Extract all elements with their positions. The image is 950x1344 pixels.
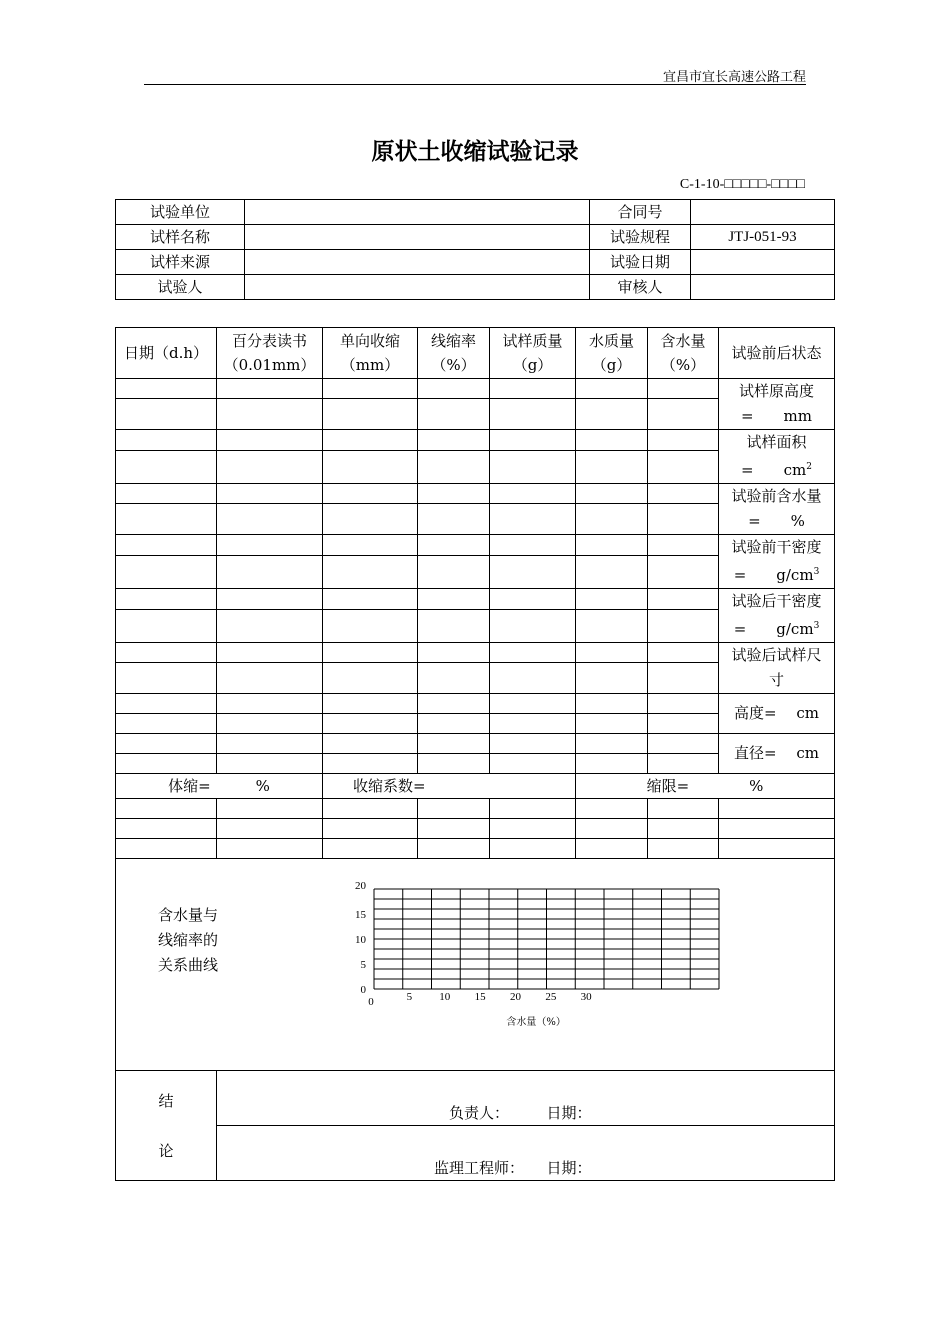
x-tick-label: 10 bbox=[439, 991, 451, 1003]
state-height bbox=[719, 379, 835, 430]
x-tick-label: 30 bbox=[580, 991, 592, 1003]
source-label: 试样来源 bbox=[116, 250, 245, 275]
state-height-after: 高度= cm bbox=[719, 694, 835, 734]
state-diameter: 直径= cm bbox=[719, 734, 835, 774]
responsible-sign: 负责人： 日期： bbox=[449, 1104, 592, 1122]
x-tick-label: 25 bbox=[545, 991, 557, 1003]
y-tick-label: 10 bbox=[355, 934, 366, 946]
state-moist bbox=[719, 484, 835, 535]
state-dry-after-sup: 3 bbox=[813, 621, 820, 631]
y-tick-label: 0 bbox=[360, 984, 366, 996]
form-code: C-1-10-□□□□□-□□□□ bbox=[679, 177, 805, 192]
date-label: 试验日期 bbox=[590, 250, 691, 275]
col-dial-2: （0.01mm） bbox=[223, 356, 316, 374]
form-title: 原状土收缩试验记录 bbox=[371, 138, 579, 165]
state-size-title: 试验后试样尺寸 bbox=[719, 643, 835, 694]
table-row bbox=[116, 643, 835, 663]
chart-row bbox=[116, 859, 835, 1071]
state-dry-before-1: 试验前干密度 bbox=[731, 538, 822, 556]
x-tick-label: 0 bbox=[368, 996, 374, 1008]
x-tick-label: 5 bbox=[406, 991, 413, 1003]
col-moist-1: 含水量 bbox=[660, 332, 706, 350]
tester-label: 试验人 bbox=[116, 275, 245, 300]
col-water bbox=[576, 328, 648, 379]
column-header-row bbox=[116, 328, 835, 379]
state-area-1: 试样面积 bbox=[746, 433, 807, 451]
table-row bbox=[116, 430, 835, 451]
sample-name-field[interactable] bbox=[245, 225, 590, 250]
col-dial-1: 百分表读书 bbox=[231, 332, 307, 350]
info-table bbox=[115, 199, 835, 300]
contract-field[interactable] bbox=[691, 200, 835, 225]
table-row bbox=[116, 484, 835, 504]
standard-value: JTJ-051-93 bbox=[691, 225, 835, 250]
col-moist-2: （%） bbox=[660, 356, 706, 374]
col-mass-1: 试样质量 bbox=[502, 332, 563, 350]
tester-field[interactable] bbox=[245, 275, 590, 300]
state-area-sup: 2 bbox=[806, 462, 812, 472]
table-row bbox=[116, 799, 835, 819]
volume-shrink: 体缩= % bbox=[116, 774, 323, 799]
x-tick-label: 20 bbox=[509, 991, 521, 1003]
col-dial bbox=[217, 328, 323, 379]
conclusion-label-2: 论 bbox=[158, 1141, 174, 1160]
contract-label: 合同号 bbox=[590, 200, 691, 225]
supervisor-sign: 监理工程师： 日期： bbox=[434, 1159, 592, 1177]
table-row bbox=[116, 839, 835, 859]
col-shrink bbox=[323, 328, 418, 379]
col-linear-2: （%） bbox=[431, 356, 476, 374]
unit-field[interactable] bbox=[245, 200, 590, 225]
col-shrink-2: （mm） bbox=[340, 356, 400, 374]
reviewer-label: 审核人 bbox=[590, 275, 691, 300]
col-linear-1: 线缩率 bbox=[430, 332, 476, 350]
table-row bbox=[116, 535, 835, 556]
col-linear bbox=[418, 328, 490, 379]
y-tick-label: 15 bbox=[355, 909, 366, 921]
conclusion-field[interactable] bbox=[217, 1071, 835, 1126]
conclusion-label-1: 结 bbox=[158, 1091, 174, 1110]
state-dry-after bbox=[719, 589, 835, 643]
conclusion-label bbox=[116, 1071, 217, 1181]
state-dry-after-1: 试验后干密度 bbox=[731, 592, 822, 610]
table-row bbox=[116, 694, 835, 714]
table-row bbox=[116, 589, 835, 610]
chart-cell bbox=[116, 859, 835, 1071]
col-shrink-1: 单向收缩 bbox=[339, 332, 400, 350]
standard-label: 试验规程 bbox=[590, 225, 691, 250]
state-dry-before-sup: 3 bbox=[813, 567, 820, 577]
col-water-1: 水质量 bbox=[588, 332, 634, 350]
summary-row bbox=[116, 774, 835, 799]
state-area-2: = cm bbox=[741, 461, 807, 479]
supervisor-field[interactable] bbox=[217, 1126, 835, 1181]
state-dry-before-2: = g/cm bbox=[733, 566, 814, 584]
moisture-shrinkage-chart bbox=[336, 877, 756, 1057]
table-row bbox=[116, 379, 835, 399]
col-mass-2: （g） bbox=[512, 356, 553, 374]
main-table bbox=[115, 327, 835, 1181]
state-moist-1: 试验前含水量 bbox=[731, 487, 822, 505]
conclusion-row-1 bbox=[116, 1071, 835, 1126]
y-tick-label: 5 bbox=[360, 959, 366, 971]
state-moist-2: = % bbox=[748, 512, 805, 530]
chart-label: 含水量与 线缩率的 关系曲线 bbox=[158, 906, 219, 974]
y-tick-label: 20 bbox=[355, 880, 366, 892]
col-date: 日期（d.h） bbox=[116, 328, 217, 379]
project-name: 宜昌市宜长高速公路工程 bbox=[662, 70, 806, 85]
source-field[interactable] bbox=[245, 250, 590, 275]
x-axis-label: 含水量（%） bbox=[506, 1017, 566, 1028]
col-moist bbox=[648, 328, 719, 379]
state-dry-after-2: = g/cm bbox=[733, 620, 814, 638]
shrink-limit: 缩限= % bbox=[576, 774, 835, 799]
col-mass bbox=[490, 328, 576, 379]
state-height-1: 试样原高度 bbox=[738, 382, 814, 400]
conclusion-row-2 bbox=[116, 1126, 835, 1181]
x-tick-label: 15 bbox=[474, 991, 486, 1003]
table-row bbox=[116, 734, 835, 754]
date-field[interactable] bbox=[691, 250, 835, 275]
unit-label: 试验单位 bbox=[116, 200, 245, 225]
reviewer-field[interactable] bbox=[691, 275, 835, 300]
state-area bbox=[719, 430, 835, 484]
col-water-2: （g） bbox=[591, 356, 632, 374]
table-row bbox=[116, 819, 835, 839]
sample-name-label: 试样名称 bbox=[116, 225, 245, 250]
state-height-2: = mm bbox=[740, 407, 813, 425]
shrink-coef: 收缩系数= bbox=[323, 774, 576, 799]
col-state: 试验前后状态 bbox=[719, 328, 835, 379]
state-dry-before bbox=[719, 535, 835, 589]
page-header bbox=[144, 64, 806, 85]
